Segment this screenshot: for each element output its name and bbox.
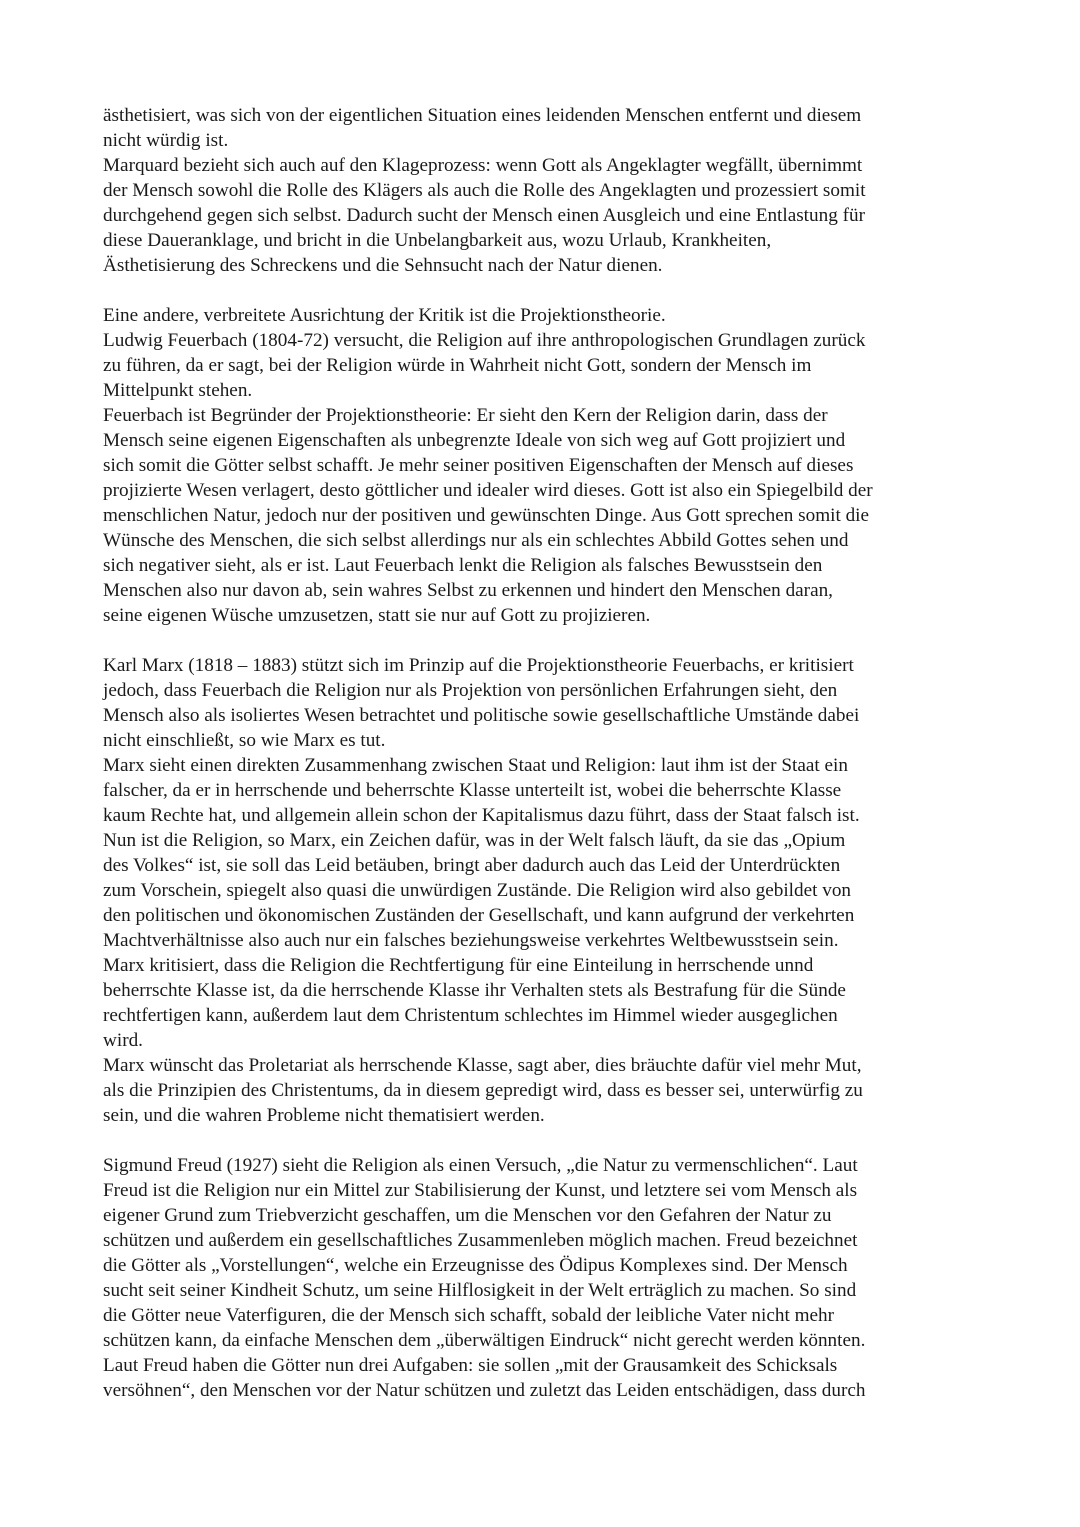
text-line: schützen kann, da einfache Menschen dem „überwältigen Eindruck“ nicht gerecht werden könnten. [103,1330,866,1351]
paragraph [103,153,985,278]
text-line: jedoch, dass Feuerbach die Religion nur als Projektion von persönlichen Erfahrungen sieht, den [103,680,838,701]
text-line: nicht würdig ist. [103,130,229,151]
text-line: sich negativer sieht, als er ist. Laut Feuerbach lenkt die Religion als falsches Bewusstsein den [103,555,823,576]
text-line: wird. [103,1030,143,1051]
text-line: schützen und außerdem ein gesellschaftliches Zusammenleben möglich machen. Freud bezeichnet [103,1230,858,1251]
paragraph [103,653,985,753]
paragraph [103,753,985,953]
paragraph [103,303,985,328]
text-line: Marquard bezieht sich auch auf den Klageprozess: wenn Gott als Angeklagter wegfällt, übernimmt [103,155,863,176]
text-line: durchgehend gegen sich selbst. Dadurch sucht der Mensch einen Ausgleich und eine Entlastung für [103,205,865,226]
text-line: die Götter als „Vorstellungen“, welche ein Erzeugnisse des Ödipus Komplexes sind. Der Mensch [103,1255,848,1276]
paragraph-spacer [103,278,985,303]
text-line: Laut Freud haben die Götter nun drei Aufgaben: sie sollen „mit der Grausamkeit des Schicksals [103,1355,838,1376]
text-line: diese Daueranklage, und bricht in die Unbelangbarkeit aus, wozu Urlaub, Krankheiten, [103,230,772,251]
text-line: beherrschte Klasse ist, da die herrschende Klasse ihr Verhalten stets als Bestrafung für die Sünde [103,980,846,1001]
text-line: Marx wünscht das Proletariat als herrschende Klasse, sagt aber, dies bräuchte dafür viel mehr Mut, [103,1055,862,1076]
text-line: Ludwig Feuerbach (1804-72) versucht, die Religion auf ihre anthropologischen Grundlagen zurück [103,330,866,351]
text-line: sich somit die Götter selbst schafft. Je mehr seiner positiven Eigenschaften der Mensch auf dieses [103,455,854,476]
text-line: den politischen und ökonomischen Zuständen der Gesellschaft, und kann aufgrund der verkehrten [103,905,855,926]
text-line: Eine andere, verbreitete Ausrichtung der Kritik ist die Projektionstheorie. [103,305,666,326]
paragraph [103,403,985,628]
paragraph-spacer [103,1128,985,1153]
text-line: menschlichen Natur, jedoch nur der positiven und gewünschten Dinge. Aus Gott sprechen somit die [103,505,870,526]
text-line: sucht seit seiner Kindheit Schutz, um seine Hilflosigkeit in der Welt erträglich zu machen. So sind [103,1280,857,1301]
paragraph [103,1153,985,1403]
text-line: des Volkes“ ist, sie soll das Leid betäuben, bringt aber dadurch auch das Leid der Unterdrückten [103,855,841,876]
text-line: versöhnen“, den Menschen vor der Natur schützen und zuletzt das Leiden entschädigen, dass durch [103,1380,866,1401]
paragraph [103,103,985,153]
text-line: zum Vorschein, spiegelt also quasi die unwürdigen Zustände. Die Religion wird also gebildet von [103,880,852,901]
text-line: Karl Marx (1818 – 1883) stützt sich im Prinzip auf die Projektionstheorie Feuerbachs, er kritisiert [103,655,854,676]
text-line: die Götter neue Vaterfiguren, die der Mensch sich schafft, sobald der leibliche Vater nicht mehr [103,1305,835,1326]
document-page [103,103,985,1403]
text-line: Marx sieht einen direkten Zusammenhang zwischen Staat und Religion: laut ihm ist der Staat ein [103,755,848,776]
text-line: seine eigenen Wüsche umzusetzen, statt sie nur auf Gott zu projizieren. [103,605,651,626]
text-line: Mensch also als isoliertes Wesen betrachtet und politische sowie gesellschaftliche Umstände dabei [103,705,860,726]
text-line: Mensch seine eigenen Eigenschaften als unbegrenzte Ideale von sich weg auf Gott projiziert und [103,430,846,451]
paragraph [103,1053,985,1128]
text-line: projizierte Wesen verlagert, desto göttlicher und idealer wird dieses. Gott ist also ein Spiegelbild der [103,480,873,501]
text-line: eigener Grund zum Triebverzicht geschaffen, um die Menschen vor den Gefahren der Natur zu [103,1205,832,1226]
text-line: Marx kritisiert, dass die Religion die Rechtfertigung für eine Einteilung in herrschende unnd [103,955,814,976]
text-line: nicht einschließt, so wie Marx es tut. [103,730,386,751]
text-line: Feuerbach ist Begründer der Projektionstheorie: Er sieht den Kern der Religion darin, dass der [103,405,828,426]
text-line: rechtfertigen kann, außerdem laut dem Christentum schlechtes im Himmel wieder ausgeglichen [103,1005,838,1026]
text-line: Ästhetisierung des Schreckens und die Sehnsucht nach der Natur dienen. [103,255,663,276]
text-line: falscher, da er in herrschende und beherrschte Klasse unterteilt ist, wobei die beherrschte Klasse [103,780,842,801]
text-line: Freud ist die Religion nur ein Mittel zur Stabilisierung der Kunst, und letztere sei vom Mensch als [103,1180,858,1201]
text-line: kaum Rechte hat, und allgemein allein schon der Kapitalismus dazu führt, dass der Staat falsch ist. [103,805,860,826]
text-line: Wünsche des Menschen, die sich selbst allerdings nur als ein schlechtes Abbild Gottes sehen und [103,530,849,551]
paragraph [103,953,985,1053]
paragraph-spacer [103,628,985,653]
paragraph [103,328,985,403]
text-line: Nun ist die Religion, so Marx, ein Zeichen dafür, was in der Welt falsch läuft, da sie das „Opium [103,830,846,851]
text-line: der Mensch sowohl die Rolle des Klägers als auch die Rolle des Angeklagten und prozessiert somit [103,180,866,201]
text-line: Machtverhältnisse also auch nur ein falsches beziehungsweise verkehrtes Weltbewusstsein sein. [103,930,839,951]
text-line: als die Prinzipien des Christentums, da in diesem gepredigt wird, dass es besser sei, unterwürfig zu [103,1080,863,1101]
text-line: Sigmund Freud (1927) sieht die Religion als einen Versuch, „die Natur zu vermenschlichen“. Laut [103,1155,858,1176]
text-line: Mittelpunkt stehen. [103,380,253,401]
text-line: Menschen also nur davon ab, sein wahres Selbst zu erkennen und hindert den Menschen daran, [103,580,833,601]
text-line: sein, und die wahren Probleme nicht thematisiert werden. [103,1105,545,1126]
text-line: zu führen, da er sagt, bei der Religion würde in Wahrheit nicht Gott, sondern der Mensch im [103,355,812,376]
text-line: ästhetisiert, was sich von der eigentlichen Situation eines leidenden Menschen entfernt und diesem [103,105,862,126]
